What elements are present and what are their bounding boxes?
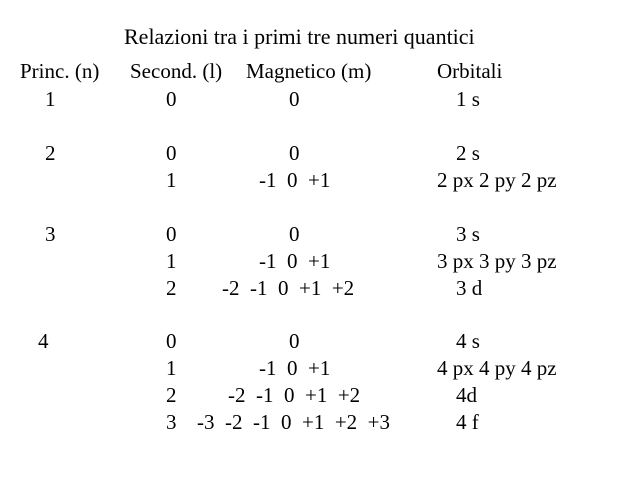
n-value: 4 <box>38 329 49 353</box>
m-values: 0 <box>289 141 300 165</box>
header-principal: Princ. (n) <box>20 59 100 83</box>
header-orbitals: Orbitali <box>437 59 503 83</box>
page-title: Relazioni tra i primi tre numeri quantici <box>124 24 475 49</box>
m-values: 0 <box>289 222 300 246</box>
l-value: 0 <box>166 222 177 246</box>
header-secondary: Second. (l) <box>130 59 223 83</box>
l-value: 2 <box>166 383 177 407</box>
m-values: -1 0 +1 <box>259 249 331 273</box>
l-value: 1 <box>166 168 177 192</box>
l-value: 2 <box>166 276 177 300</box>
orbital-label: 4 f <box>456 410 479 434</box>
orbital-label: 4 px 4 py 4 pz <box>437 356 557 380</box>
orbital-label: 3 s <box>456 222 480 246</box>
orbital-label: 4 s <box>456 329 480 353</box>
m-values: -1 0 +1 <box>259 356 331 380</box>
orbital-label: 2 px 2 py 2 pz <box>437 168 557 192</box>
orbital-label: 3 d <box>456 276 483 300</box>
orbital-label: 3 px 3 py 3 pz <box>437 249 557 273</box>
l-value: 3 <box>166 410 177 434</box>
n-value: 1 <box>45 87 56 111</box>
n-value: 3 <box>45 222 56 246</box>
m-values: 0 <box>289 329 300 353</box>
l-value: 0 <box>166 141 177 165</box>
m-values: -1 0 +1 <box>259 168 331 192</box>
l-value: 0 <box>166 87 177 111</box>
m-values: -2 -1 0 +1 +2 <box>228 383 361 407</box>
m-values: -2 -1 0 +1 +2 <box>222 276 355 300</box>
m-values: 0 <box>289 87 300 111</box>
orbital-label: 1 s <box>456 87 480 111</box>
l-value: 0 <box>166 329 177 353</box>
header-magnetic: Magnetico (m) <box>246 59 372 83</box>
m-values: -3 -2 -1 0 +1 +2 +3 <box>197 410 391 434</box>
orbital-label: 2 s <box>456 141 480 165</box>
orbital-label: 4d <box>456 383 477 407</box>
l-value: 1 <box>166 356 177 380</box>
n-value: 2 <box>45 141 56 165</box>
l-value: 1 <box>166 249 177 273</box>
